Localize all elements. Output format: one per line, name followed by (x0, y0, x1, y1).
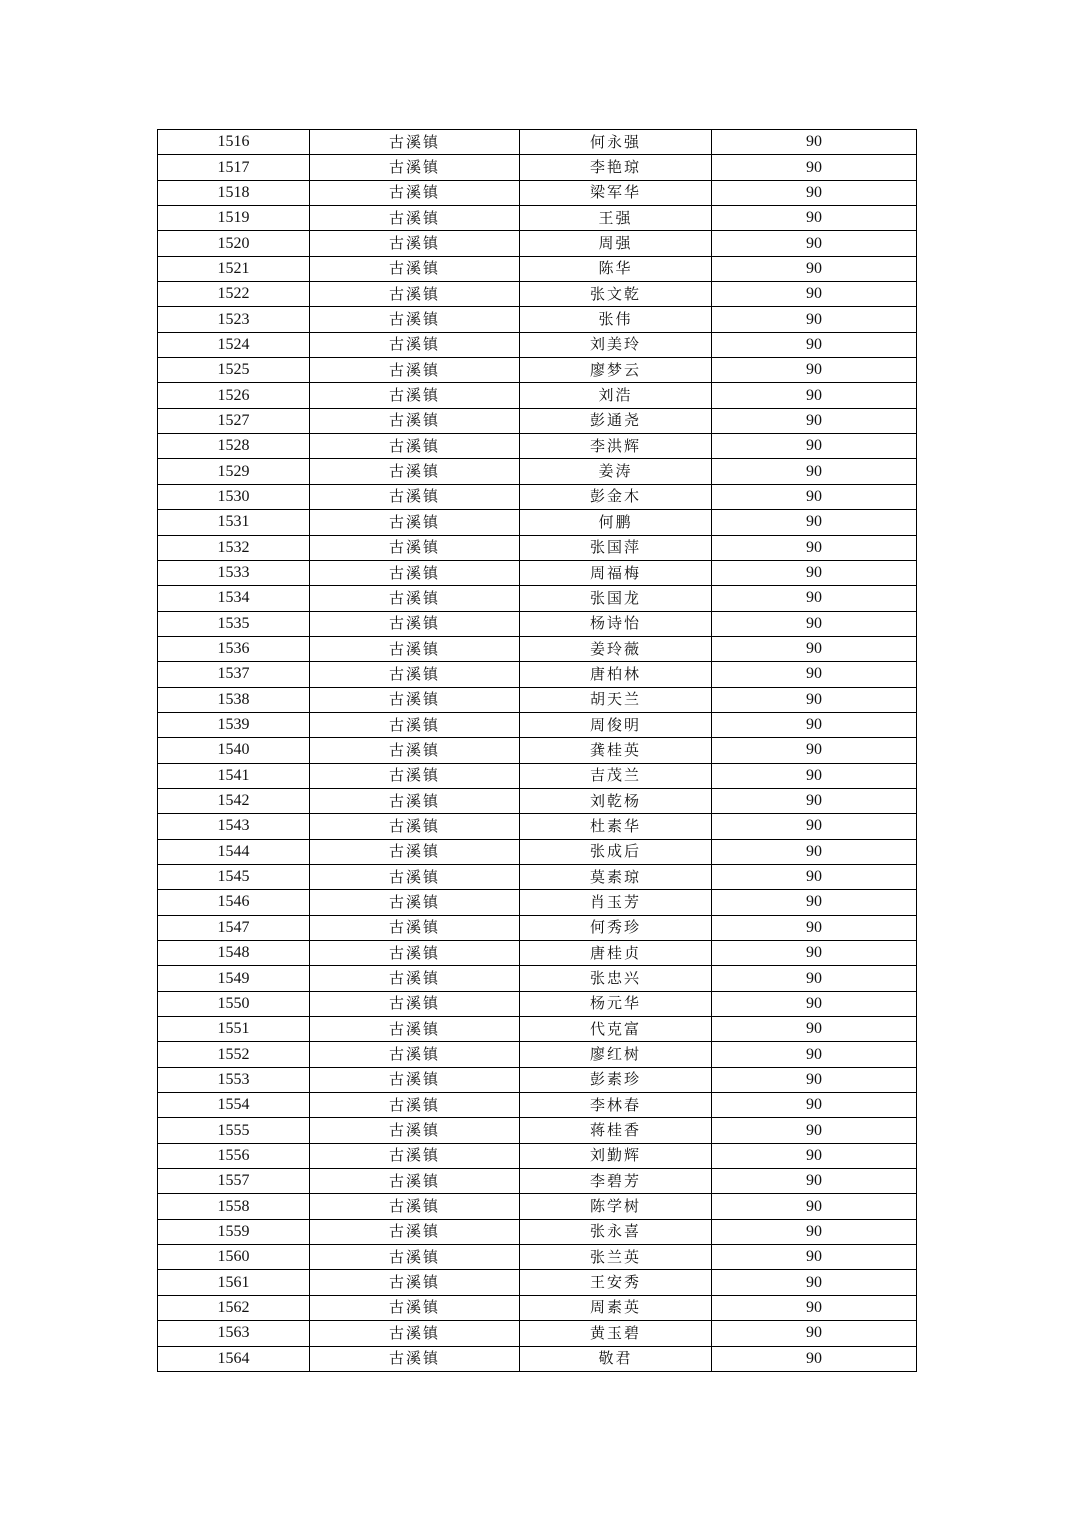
person-name-cell: 姜玲薇 (520, 636, 712, 661)
town-cell: 古溪镇 (310, 459, 520, 484)
person-name-cell: 王安秀 (520, 1270, 712, 1295)
town-cell: 古溪镇 (310, 864, 520, 889)
table-row (158, 256, 917, 281)
score-cell: 90 (712, 408, 917, 433)
score-cell: 90 (712, 763, 917, 788)
town-cell: 古溪镇 (310, 687, 520, 712)
person-name-cell: 李洪辉 (520, 434, 712, 459)
row-number-cell: 1520 (158, 231, 310, 256)
row-number-cell: 1521 (158, 256, 310, 281)
score-cell: 90 (712, 510, 917, 535)
table-row (158, 510, 917, 535)
row-number-cell: 1560 (158, 1245, 310, 1270)
person-name-cell: 黄玉碧 (520, 1321, 712, 1346)
table-row (158, 662, 917, 687)
score-cell: 90 (712, 738, 917, 763)
row-number-cell: 1549 (158, 966, 310, 991)
person-name-cell: 唐柏林 (520, 662, 712, 687)
row-number-cell: 1526 (158, 383, 310, 408)
row-number-cell: 1532 (158, 535, 310, 560)
score-cell: 90 (712, 1118, 917, 1143)
town-cell: 古溪镇 (310, 231, 520, 256)
row-number-cell: 1535 (158, 611, 310, 636)
score-cell: 90 (712, 941, 917, 966)
person-name-cell: 彭素珍 (520, 1067, 712, 1092)
table-row (158, 408, 917, 433)
row-number-cell: 1552 (158, 1042, 310, 1067)
town-cell: 古溪镇 (310, 1118, 520, 1143)
table-row (158, 839, 917, 864)
table-row (158, 459, 917, 484)
score-cell: 90 (712, 991, 917, 1016)
person-name-cell: 张国龙 (520, 586, 712, 611)
person-name-cell: 彭通尧 (520, 408, 712, 433)
town-cell: 古溪镇 (310, 1219, 520, 1244)
score-cell: 90 (712, 687, 917, 712)
table-row (158, 1042, 917, 1067)
table-row (158, 586, 917, 611)
town-cell: 古溪镇 (310, 510, 520, 535)
table-row (158, 890, 917, 915)
person-name-cell: 周福梅 (520, 560, 712, 585)
table-row (158, 636, 917, 661)
person-name-cell: 杜素华 (520, 814, 712, 839)
table-row (158, 1194, 917, 1219)
person-name-cell: 何永强 (520, 130, 712, 155)
row-number-cell: 1557 (158, 1169, 310, 1194)
score-cell: 90 (712, 1042, 917, 1067)
person-name-cell: 敬君 (520, 1346, 712, 1371)
row-number-cell: 1548 (158, 941, 310, 966)
score-cell: 90 (712, 358, 917, 383)
town-cell: 古溪镇 (310, 890, 520, 915)
town-cell: 古溪镇 (310, 484, 520, 509)
person-name-cell: 蒋桂香 (520, 1118, 712, 1143)
person-name-cell: 唐桂贞 (520, 941, 712, 966)
table-row (158, 1067, 917, 1092)
town-cell: 古溪镇 (310, 712, 520, 737)
person-name-cell: 周俊明 (520, 712, 712, 737)
person-name-cell: 刘浩 (520, 383, 712, 408)
table-row (158, 788, 917, 813)
row-number-cell: 1524 (158, 332, 310, 357)
row-number-cell: 1527 (158, 408, 310, 433)
town-cell: 古溪镇 (310, 839, 520, 864)
row-number-cell: 1536 (158, 636, 310, 661)
town-cell: 古溪镇 (310, 991, 520, 1016)
row-number-cell: 1547 (158, 915, 310, 940)
person-name-cell: 姜涛 (520, 459, 712, 484)
score-cell: 90 (712, 155, 917, 180)
town-cell: 古溪镇 (310, 1042, 520, 1067)
table-row (158, 814, 917, 839)
town-cell: 古溪镇 (310, 636, 520, 661)
row-number-cell: 1553 (158, 1067, 310, 1092)
person-name-cell: 刘勤辉 (520, 1143, 712, 1168)
table-row (158, 130, 917, 155)
town-cell: 古溪镇 (310, 535, 520, 560)
score-cell: 90 (712, 1346, 917, 1371)
town-cell: 古溪镇 (310, 966, 520, 991)
row-number-cell: 1528 (158, 434, 310, 459)
town-cell: 古溪镇 (310, 941, 520, 966)
table-row (158, 383, 917, 408)
row-number-cell: 1561 (158, 1270, 310, 1295)
row-number-cell: 1518 (158, 180, 310, 205)
town-cell: 古溪镇 (310, 256, 520, 281)
score-cell: 90 (712, 611, 917, 636)
person-name-cell: 李林春 (520, 1093, 712, 1118)
score-cell: 90 (712, 1245, 917, 1270)
table-row (158, 1346, 917, 1371)
score-cell: 90 (712, 1143, 917, 1168)
table-row (158, 966, 917, 991)
table-row (158, 332, 917, 357)
row-number-cell: 1546 (158, 890, 310, 915)
table-row (158, 1093, 917, 1118)
row-number-cell: 1563 (158, 1321, 310, 1346)
row-number-cell: 1544 (158, 839, 310, 864)
town-cell: 古溪镇 (310, 1143, 520, 1168)
town-cell: 古溪镇 (310, 1067, 520, 1092)
person-name-cell: 张永喜 (520, 1219, 712, 1244)
table-row (158, 687, 917, 712)
score-cell: 90 (712, 1194, 917, 1219)
town-cell: 古溪镇 (310, 1093, 520, 1118)
table-row (158, 738, 917, 763)
town-cell: 古溪镇 (310, 662, 520, 687)
town-cell: 古溪镇 (310, 180, 520, 205)
score-cell: 90 (712, 915, 917, 940)
score-cell: 90 (712, 1169, 917, 1194)
row-number-cell: 1523 (158, 307, 310, 332)
score-cell: 90 (712, 535, 917, 560)
town-cell: 古溪镇 (310, 1346, 520, 1371)
table-row (158, 155, 917, 180)
town-cell: 古溪镇 (310, 206, 520, 231)
score-cell: 90 (712, 712, 917, 737)
table-row (158, 1270, 917, 1295)
town-cell: 古溪镇 (310, 1270, 520, 1295)
row-number-cell: 1542 (158, 788, 310, 813)
score-cell: 90 (712, 636, 917, 661)
town-cell: 古溪镇 (310, 915, 520, 940)
town-cell: 古溪镇 (310, 611, 520, 636)
table-row (158, 358, 917, 383)
row-number-cell: 1529 (158, 459, 310, 484)
table-row (158, 206, 917, 231)
person-name-cell: 李碧芳 (520, 1169, 712, 1194)
person-name-cell: 陈学树 (520, 1194, 712, 1219)
town-cell: 古溪镇 (310, 560, 520, 585)
town-cell: 古溪镇 (310, 738, 520, 763)
person-name-cell: 张伟 (520, 307, 712, 332)
town-cell: 古溪镇 (310, 383, 520, 408)
town-cell: 古溪镇 (310, 1321, 520, 1346)
score-cell: 90 (712, 839, 917, 864)
row-number-cell: 1541 (158, 763, 310, 788)
score-cell: 90 (712, 1270, 917, 1295)
row-number-cell: 1540 (158, 738, 310, 763)
score-cell: 90 (712, 231, 917, 256)
person-name-cell: 肖玉芳 (520, 890, 712, 915)
town-cell: 古溪镇 (310, 307, 520, 332)
row-number-cell: 1525 (158, 358, 310, 383)
row-number-cell: 1545 (158, 864, 310, 889)
score-cell: 90 (712, 890, 917, 915)
row-number-cell: 1517 (158, 155, 310, 180)
town-cell: 古溪镇 (310, 282, 520, 307)
row-number-cell: 1534 (158, 586, 310, 611)
town-cell: 古溪镇 (310, 1169, 520, 1194)
roster-table-body (158, 130, 917, 1372)
row-number-cell: 1538 (158, 687, 310, 712)
person-name-cell: 刘美玲 (520, 332, 712, 357)
row-number-cell: 1530 (158, 484, 310, 509)
town-cell: 古溪镇 (310, 408, 520, 433)
row-number-cell: 1550 (158, 991, 310, 1016)
score-cell: 90 (712, 256, 917, 281)
table-row (158, 434, 917, 459)
score-cell: 90 (712, 130, 917, 155)
person-name-cell: 张文乾 (520, 282, 712, 307)
row-number-cell: 1533 (158, 560, 310, 585)
row-number-cell: 1519 (158, 206, 310, 231)
row-number-cell: 1564 (158, 1346, 310, 1371)
score-cell: 90 (712, 662, 917, 687)
score-cell: 90 (712, 180, 917, 205)
person-name-cell: 龚桂英 (520, 738, 712, 763)
row-number-cell: 1559 (158, 1219, 310, 1244)
table-row (158, 560, 917, 585)
row-number-cell: 1551 (158, 1017, 310, 1042)
town-cell: 古溪镇 (310, 1295, 520, 1320)
person-name-cell: 张成后 (520, 839, 712, 864)
row-number-cell: 1543 (158, 814, 310, 839)
table-row (158, 712, 917, 737)
table-row (158, 307, 917, 332)
row-number-cell: 1539 (158, 712, 310, 737)
town-cell: 古溪镇 (310, 358, 520, 383)
table-row (158, 1017, 917, 1042)
row-number-cell: 1562 (158, 1295, 310, 1320)
roster-table (157, 129, 917, 1372)
town-cell: 古溪镇 (310, 1245, 520, 1270)
person-name-cell: 胡天兰 (520, 687, 712, 712)
score-cell: 90 (712, 1093, 917, 1118)
person-name-cell: 张国萍 (520, 535, 712, 560)
score-cell: 90 (712, 459, 917, 484)
score-cell: 90 (712, 332, 917, 357)
person-name-cell: 彭金木 (520, 484, 712, 509)
table-row (158, 915, 917, 940)
table-row (158, 941, 917, 966)
score-cell: 90 (712, 586, 917, 611)
person-name-cell: 杨诗怡 (520, 611, 712, 636)
score-cell: 90 (712, 1219, 917, 1244)
table-row (158, 231, 917, 256)
score-cell: 90 (712, 434, 917, 459)
table-row (158, 864, 917, 889)
table-row (158, 1143, 917, 1168)
score-cell: 90 (712, 560, 917, 585)
row-number-cell: 1537 (158, 662, 310, 687)
person-name-cell: 刘乾杨 (520, 788, 712, 813)
table-row (158, 282, 917, 307)
table-row (158, 1219, 917, 1244)
person-name-cell: 何秀珍 (520, 915, 712, 940)
row-number-cell: 1556 (158, 1143, 310, 1168)
person-name-cell: 廖红树 (520, 1042, 712, 1067)
person-name-cell: 廖梦云 (520, 358, 712, 383)
table-row (158, 1169, 917, 1194)
town-cell: 古溪镇 (310, 332, 520, 357)
table-row (158, 991, 917, 1016)
score-cell: 90 (712, 788, 917, 813)
town-cell: 古溪镇 (310, 155, 520, 180)
table-row (158, 611, 917, 636)
table-row (158, 1321, 917, 1346)
town-cell: 古溪镇 (310, 1194, 520, 1219)
person-name-cell: 莫素琼 (520, 864, 712, 889)
score-cell: 90 (712, 1017, 917, 1042)
person-name-cell: 张忠兴 (520, 966, 712, 991)
row-number-cell: 1558 (158, 1194, 310, 1219)
table-row (158, 1245, 917, 1270)
person-name-cell: 何鹏 (520, 510, 712, 535)
person-name-cell: 陈华 (520, 256, 712, 281)
person-name-cell: 周强 (520, 231, 712, 256)
town-cell: 古溪镇 (310, 1017, 520, 1042)
row-number-cell: 1555 (158, 1118, 310, 1143)
score-cell: 90 (712, 814, 917, 839)
score-cell: 90 (712, 864, 917, 889)
person-name-cell: 梁军华 (520, 180, 712, 205)
town-cell: 古溪镇 (310, 586, 520, 611)
row-number-cell: 1554 (158, 1093, 310, 1118)
row-number-cell: 1531 (158, 510, 310, 535)
score-cell: 90 (712, 1321, 917, 1346)
score-cell: 90 (712, 383, 917, 408)
table-row (158, 535, 917, 560)
row-number-cell: 1516 (158, 130, 310, 155)
person-name-cell: 周素英 (520, 1295, 712, 1320)
table-row (158, 180, 917, 205)
person-name-cell: 吉茂兰 (520, 763, 712, 788)
score-cell: 90 (712, 966, 917, 991)
town-cell: 古溪镇 (310, 763, 520, 788)
person-name-cell: 李艳琼 (520, 155, 712, 180)
town-cell: 古溪镇 (310, 788, 520, 813)
score-cell: 90 (712, 307, 917, 332)
score-cell: 90 (712, 484, 917, 509)
score-cell: 90 (712, 206, 917, 231)
score-cell: 90 (712, 1295, 917, 1320)
table-row (158, 763, 917, 788)
person-name-cell: 王强 (520, 206, 712, 231)
town-cell: 古溪镇 (310, 814, 520, 839)
town-cell: 古溪镇 (310, 434, 520, 459)
table-row (158, 1118, 917, 1143)
score-cell: 90 (712, 1067, 917, 1092)
person-name-cell: 杨元华 (520, 991, 712, 1016)
town-cell: 古溪镇 (310, 130, 520, 155)
person-name-cell: 代克富 (520, 1017, 712, 1042)
score-cell: 90 (712, 282, 917, 307)
row-number-cell: 1522 (158, 282, 310, 307)
person-name-cell: 张兰英 (520, 1245, 712, 1270)
table-row (158, 484, 917, 509)
table-row (158, 1295, 917, 1320)
